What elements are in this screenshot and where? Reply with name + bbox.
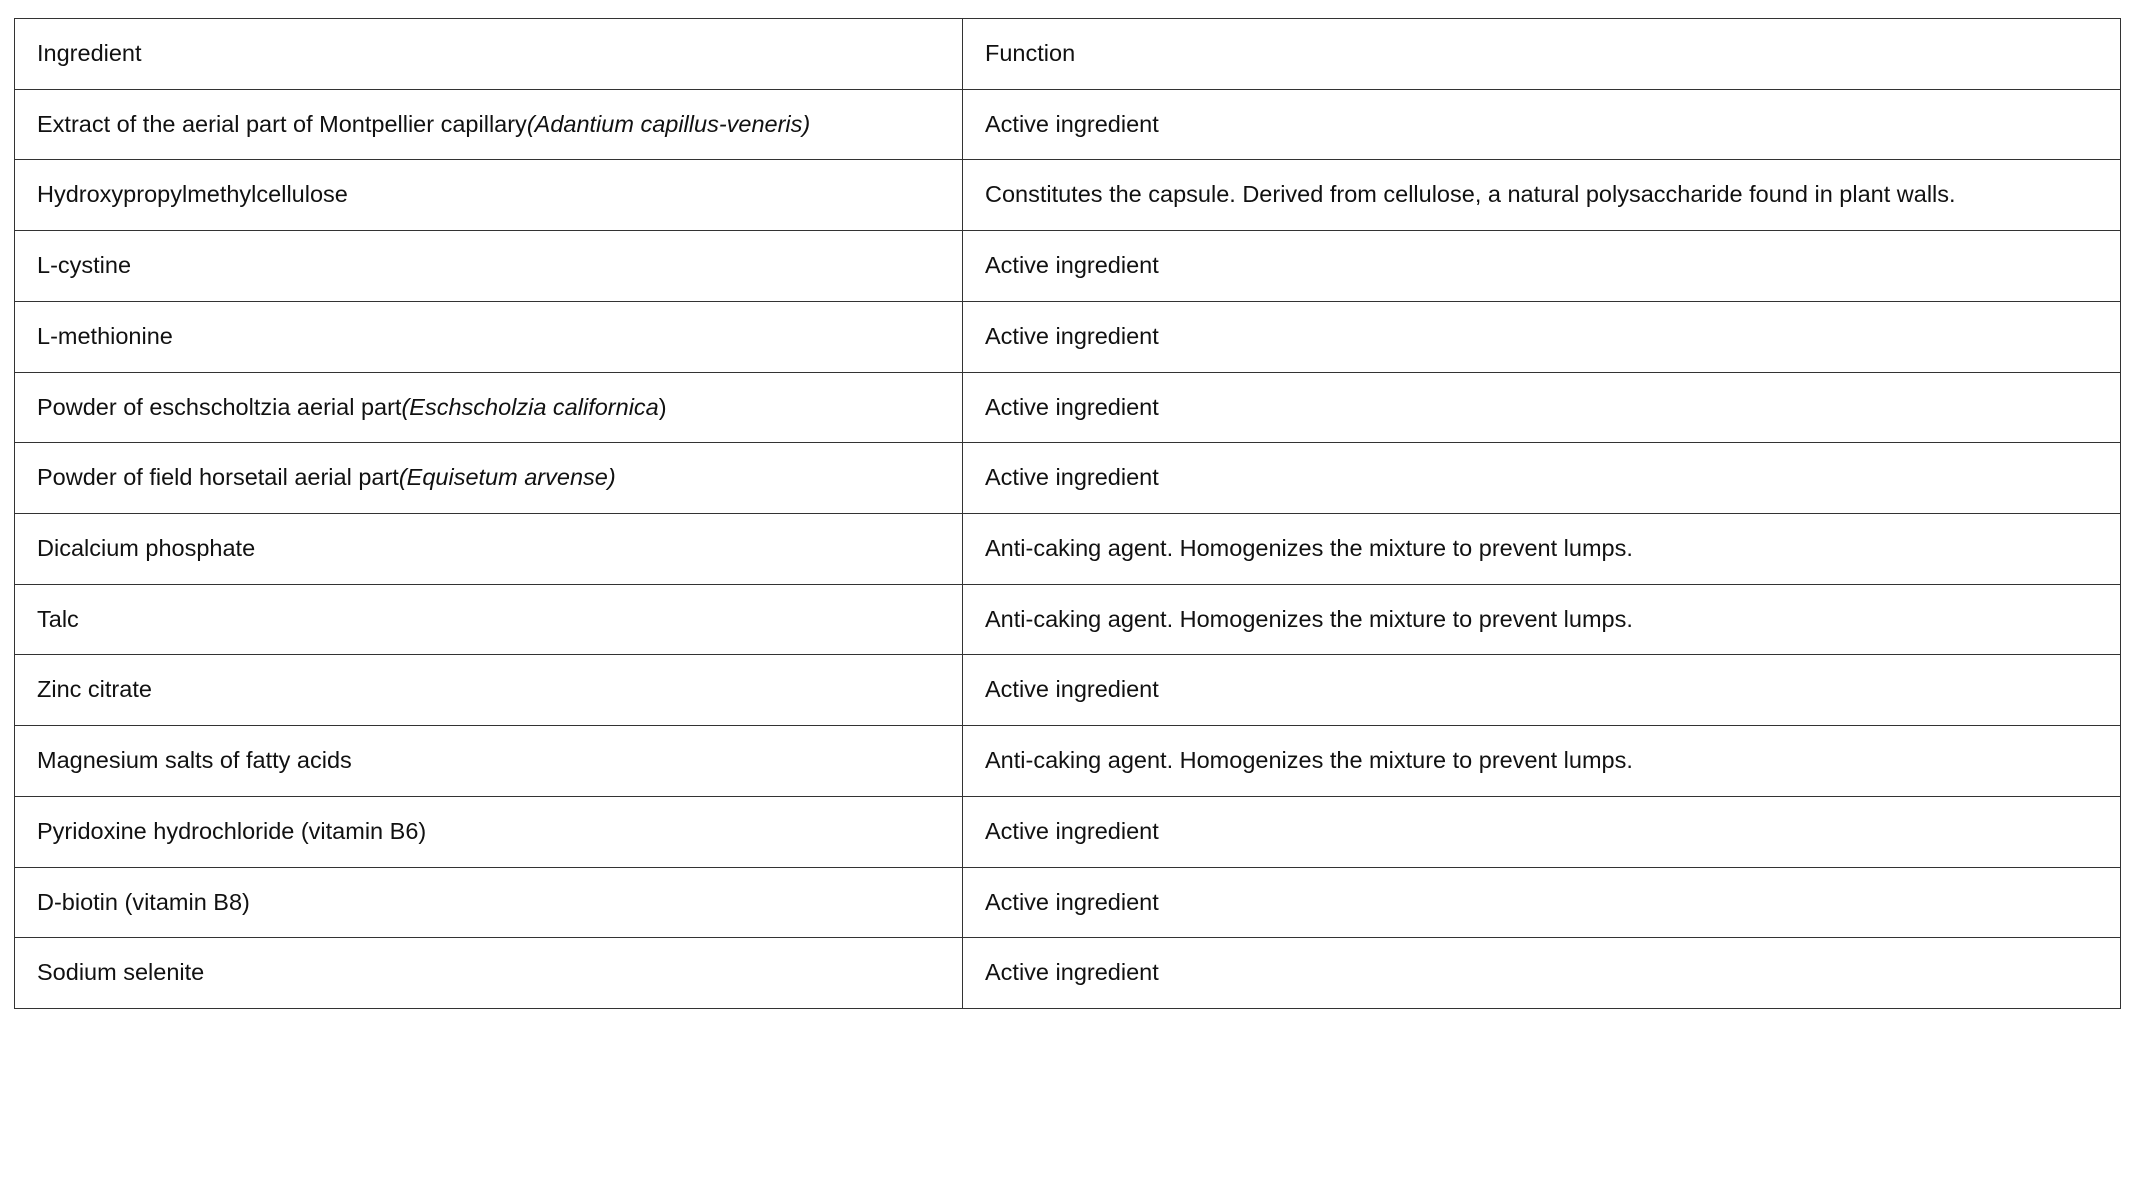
table-row (15, 796, 2121, 867)
cell-ingredient (15, 443, 963, 514)
cell-ingredient (15, 867, 963, 938)
cell-function: Active ingredient (963, 655, 2121, 726)
cell-function: Constitutes the capsule. Derived from cellulose, a natural polysaccharide found in plant walls. (963, 160, 2121, 231)
table-row (15, 867, 2121, 938)
table-row (15, 160, 2121, 231)
cell-function: Anti-caking agent. Homogenizes the mixture to prevent lumps. (963, 514, 2121, 585)
cell-ingredient (15, 160, 963, 231)
ingredient-name: Powder of eschscholtzia aerial part (37, 393, 402, 420)
cell-function: Active ingredient (963, 89, 2121, 160)
ingredient-name: Extract of the aerial part of Montpellier capillary (37, 110, 527, 137)
ingredient-name: Hydroxypropylmethylcellulose (37, 181, 348, 208)
ingredient-name: Pyridoxine hydrochloride (vitamin B6) (37, 817, 427, 844)
table-row (15, 584, 2121, 655)
table-row (15, 372, 2121, 443)
cell-ingredient (15, 231, 963, 302)
table-body (15, 89, 2121, 1008)
cell-ingredient (15, 796, 963, 867)
cell-function: Active ingredient (963, 796, 2121, 867)
table-header-row (15, 19, 2121, 90)
cell-ingredient (15, 584, 963, 655)
table-row (15, 938, 2121, 1009)
ingredient-latin-name: (Eschscholzia californica (401, 393, 659, 420)
cell-ingredient (15, 726, 963, 797)
table-row (15, 514, 2121, 585)
cell-ingredient (15, 655, 963, 726)
ingredient-name: Dicalcium phosphate (37, 535, 256, 562)
cell-function: Active ingredient (963, 938, 2121, 1009)
cell-function: Active ingredient (963, 231, 2121, 302)
cell-ingredient (15, 938, 963, 1009)
cell-function: Anti-caking agent. Homogenizes the mixture to prevent lumps. (963, 726, 2121, 797)
cell-function: Active ingredient (963, 867, 2121, 938)
table-row (15, 726, 2121, 797)
ingredient-name: Powder of field horsetail aerial part (37, 464, 399, 491)
table-header (15, 19, 2121, 90)
ingredient-name: Zinc citrate (37, 676, 152, 703)
cell-ingredient (15, 372, 963, 443)
ingredient-name: Magnesium salts of fatty acids (37, 747, 352, 774)
cell-ingredient (15, 514, 963, 585)
cell-function: Active ingredient (963, 301, 2121, 372)
cell-function: Active ingredient (963, 372, 2121, 443)
cell-function: Anti-caking agent. Homogenizes the mixture to prevent lumps. (963, 584, 2121, 655)
table-row (15, 301, 2121, 372)
ingredient-name: L-cystine (37, 252, 132, 279)
table-row (15, 89, 2121, 160)
table-row (15, 231, 2121, 302)
table-row (15, 655, 2121, 726)
ingredients-table (14, 18, 2121, 1009)
cell-ingredient (15, 89, 963, 160)
cell-function: Active ingredient (963, 443, 2121, 514)
ingredient-name: L-methionine (37, 322, 173, 349)
ingredient-name: D-biotin (vitamin B8) (37, 888, 250, 915)
ingredient-latin-name: (Equisetum arvense) (398, 464, 616, 491)
ingredient-name: Sodium selenite (37, 959, 205, 986)
ingredient-name-tail: ) (658, 393, 667, 420)
column-header-ingredient: Ingredient (15, 19, 963, 90)
ingredient-latin-name: (Adantium capillus-veneris) (526, 110, 811, 137)
column-header-function: Function (963, 19, 2121, 90)
ingredient-name: Talc (37, 605, 79, 632)
cell-ingredient (15, 301, 963, 372)
table-row (15, 443, 2121, 514)
